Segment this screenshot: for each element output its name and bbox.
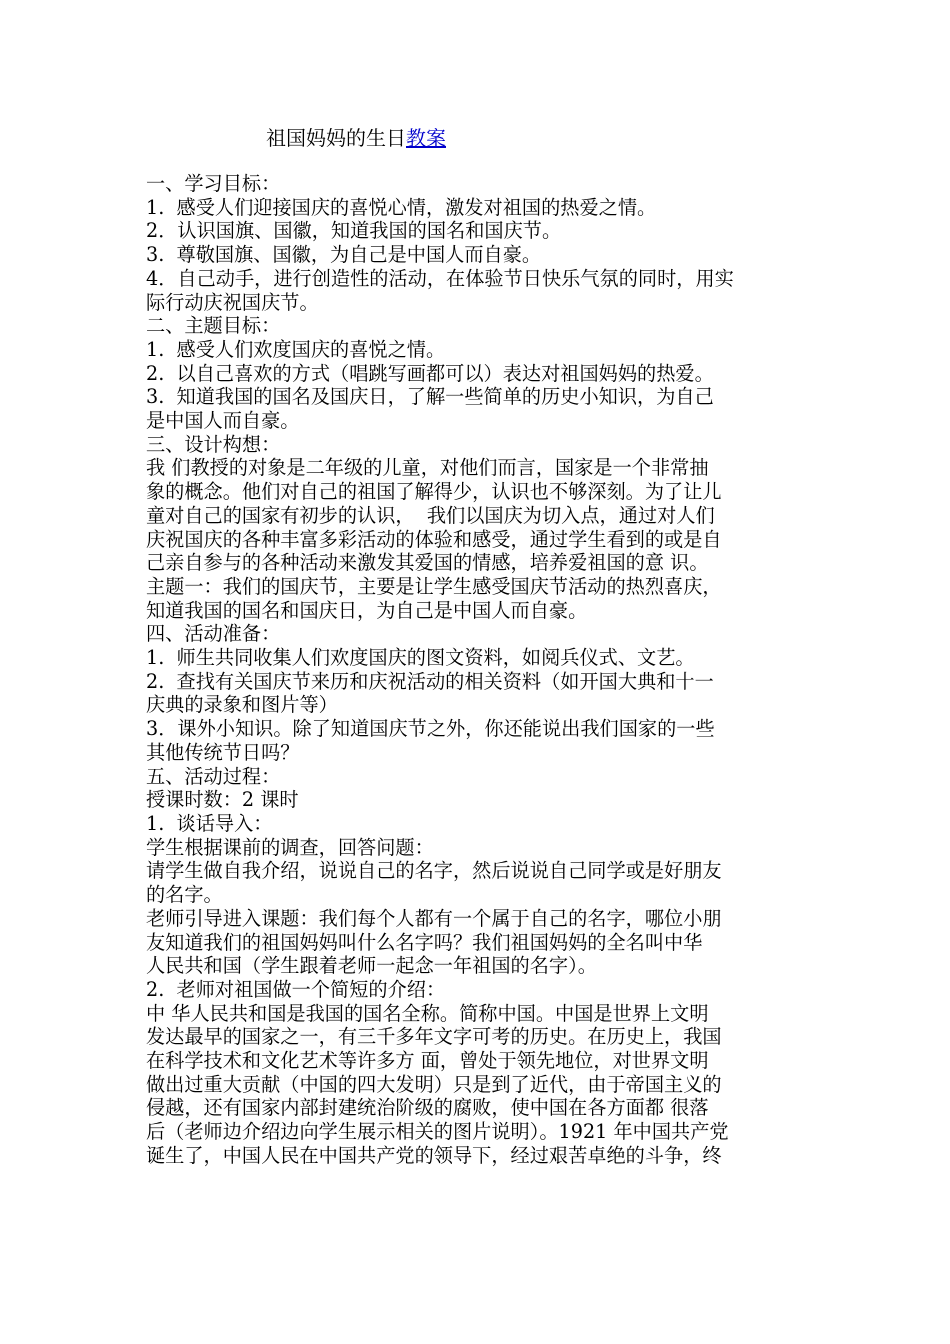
body-line: 1. 师生共同收集人们欢度国庆的图文资料，如阅兵仪式、文艺。 <box>146 646 695 670</box>
body-line: 一、学习目标： <box>146 172 281 195</box>
body-line: 发达最早的国家之一，有三千多年文字可考的历史。在历史上，我国 <box>146 1025 722 1049</box>
body-line: 庆祝国庆的各种丰富多彩活动的体验和感受，通过学生看到的或是自 <box>146 527 722 551</box>
body-line: 做出过重大贡献（中国的四大发明）只是到了近代，由于帝国主义的 <box>146 1072 722 1096</box>
body-line: 的名字。 <box>146 883 223 907</box>
body-line: 在科学技术和文化艺术等许多方 面，曾处于领先地位，对世界文明 <box>146 1049 709 1073</box>
body-line: 1. 感受人们欢度国庆的喜悦之情。 <box>146 337 446 361</box>
body-line: 请学生做自我介绍，说说自己的名字，然后说说自己同学或是好朋友 <box>146 859 722 883</box>
body-line: 3. 尊敬国旗、国徽，为自己是中国人而自豪。 <box>146 243 542 267</box>
body-line: 1. 谈话导入： <box>146 811 273 835</box>
body-line: 际行动庆祝国庆节。 <box>146 290 319 314</box>
body-line: 学生根据课前的调查，回答问题： <box>146 835 434 859</box>
body-line: 老师引导进入课题：我们每个人都有一个属于自己的名字，哪位小朋 <box>146 906 722 930</box>
body-line: 主题一：我们的国庆节，主要是让学生感受国庆节活动的热烈喜庆， <box>146 574 722 598</box>
title-text: 祖国妈妈的生日 <box>266 126 406 150</box>
body-line: 2．认识国旗、国徽，知道我国的国名和国庆节。 <box>146 219 562 243</box>
body-line: 庆典的录象和图片等） <box>146 693 338 717</box>
body-line: 3. 知道我国的国名及国庆日，了解一些简单的历史小知识，为自己 <box>146 385 714 409</box>
body-line: 我 们教授的对象是二年级的儿童，对他们而言，国家是一个非常抽 <box>146 456 709 480</box>
body-line: 授课时数：2 课时 <box>146 788 299 812</box>
body-line: 二、主题目标： <box>146 314 281 338</box>
body-line: 是中国人而自豪。 <box>146 409 300 433</box>
body-line: 象的概念。他们对自己的祖国了解得少，认识也不够深刻。为了让儿 <box>146 480 722 504</box>
body-line: 知道我国的国名和国庆日，为自己是中国人而自豪。 <box>146 598 588 622</box>
body-line: 五、活动过程： <box>146 764 281 788</box>
body-line: 其他传统节日吗？ <box>146 740 300 764</box>
body-line: 侵越，还有国家内部封建统治阶级的腐败，使中国在各方面都 很落 <box>146 1096 709 1120</box>
body-line: 4．自己动手，进行创造性的活动，在体验节日快乐气氛的同时，用实 <box>146 266 734 290</box>
document-body <box>146 172 810 1168</box>
body-line: 2. 以自己喜欢的方式（唱跳写画都可以）表达对祖国妈妈的热爱。 <box>146 361 714 385</box>
body-line: 三、设计构想： <box>146 432 281 456</box>
body-line: 己亲自参与的各种活动来激发其爱国的情感，培养爱祖国的意 识。 <box>146 551 709 575</box>
document-title <box>266 124 446 152</box>
body-line: 诞生了，中国人民在中国共产党的领导下，经过艰苦卓绝的斗争，终 <box>146 1143 722 1167</box>
body-line: 2. 查找有关国庆节来历和庆祝活动的相关资料（如开国大典和十一 <box>146 669 714 693</box>
body-line: 3．课外小知识。除了知道国庆节之外，你还能说出我们国家的一些 <box>146 717 715 741</box>
body-line: 2. 老师对祖国做一个简短的介绍： <box>146 977 446 1001</box>
body-line: 后（老师边介绍边向学生展示相关的图片说明）。1921 年中国共产党 <box>146 1120 729 1144</box>
lesson-plan-link[interactable]: 教案 <box>406 126 446 150</box>
body-line: 中 华人民共和国是我国的国名全称。简称中国。中国是世界上文明 <box>146 1001 709 1025</box>
body-line: 友知道我们的祖国妈妈叫什么名字吗？我们祖国妈妈的全名叫中华 <box>146 930 703 954</box>
body-line: 1. 感受人们迎接国庆的喜悦心情，激发对祖国的热爱之情。 <box>146 195 657 219</box>
body-line: 人民共和国（学生跟着老师一起念一年祖国的名字）。 <box>146 954 597 978</box>
body-line: 童对自己的国家有初步的认识， 我们以国庆为切入点，通过对人们 <box>146 503 715 527</box>
body-line: 四、活动准备： <box>146 622 281 646</box>
